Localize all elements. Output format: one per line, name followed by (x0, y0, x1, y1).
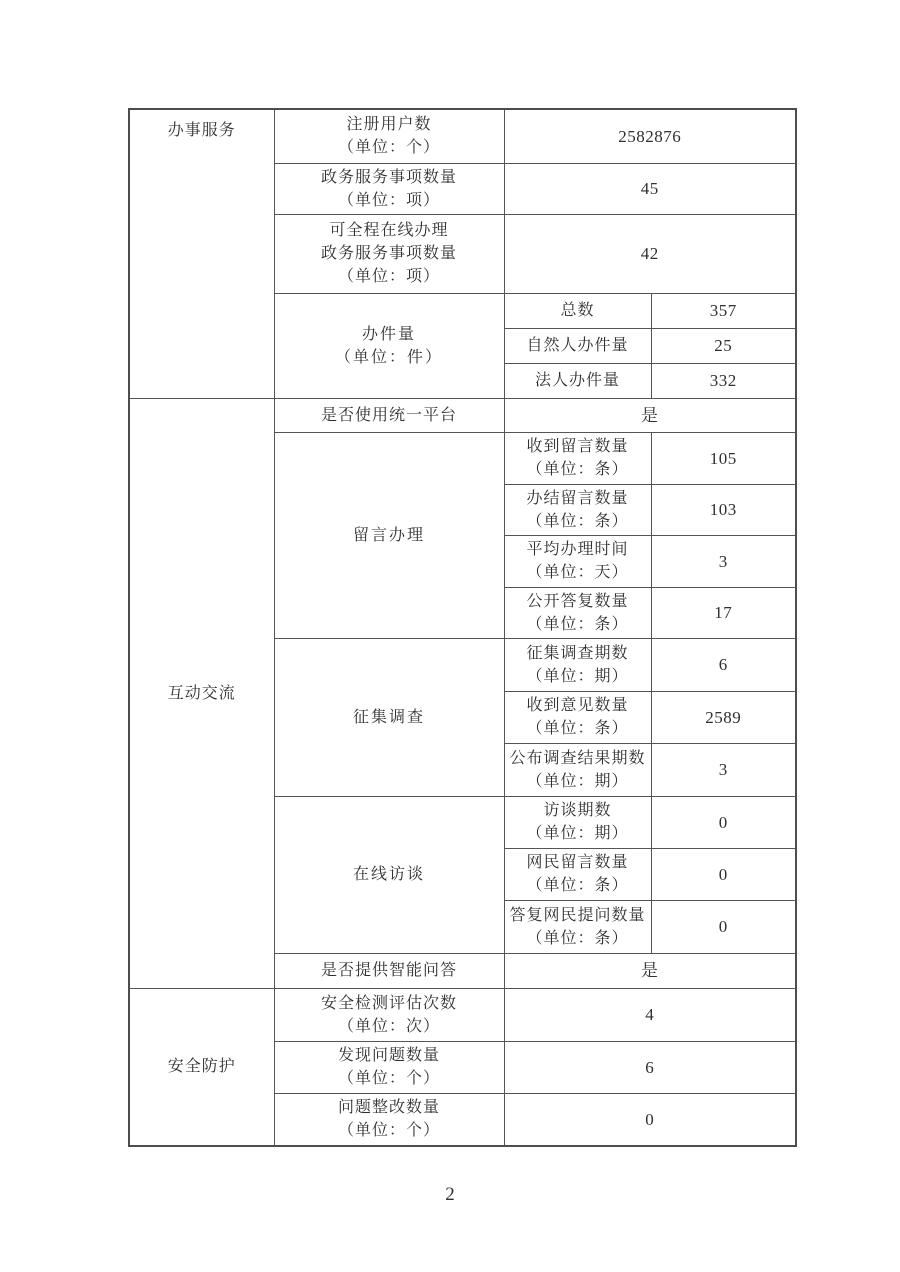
published-results-label (504, 743, 651, 796)
issues-found-label-line1: 发现问题数量 (337, 1047, 440, 1064)
published-results-label-line2: （单位：期） (526, 772, 629, 790)
category-security-protection: 安全防护 (129, 988, 274, 1146)
received-messages-label (504, 432, 651, 484)
message-handling-group-label: 留言办理 (274, 432, 504, 638)
netizen-replies-value: 0 (651, 900, 796, 953)
page-number: 2 (445, 1184, 455, 1205)
registered-users-label-line2: （单位：个） (337, 139, 440, 157)
public-replies-label (504, 587, 651, 638)
case-volume-legal-value: 332 (651, 363, 796, 398)
gov-items-label (274, 163, 504, 214)
online-interviews-group-label: 在线访谈 (274, 796, 504, 953)
avg-handling-time-label (504, 535, 651, 587)
case-volume-total-label: 总数 (504, 293, 651, 328)
public-replies-label-line1: 公开答复数量 (526, 592, 629, 610)
survey-collection-group-label: 征集调查 (274, 638, 504, 796)
gov-items-label-line2: （单位：项） (337, 191, 440, 209)
avg-handling-time-label-line1: 平均办理时间 (526, 541, 629, 558)
completed-messages-label (504, 484, 651, 535)
gov-items-label-line1: 政务服务事项数量 (320, 168, 457, 186)
full-online-items-value: 42 (504, 214, 796, 293)
netizen-messages-label-line2: （单位：条） (526, 877, 629, 894)
received-messages-label-line1: 收到留言数量 (526, 438, 629, 455)
smart-qa-label: 是否提供智能问答 (274, 953, 504, 988)
registered-users-label (274, 109, 504, 163)
case-volume-group-label (274, 293, 504, 398)
report-table (128, 108, 797, 1147)
issues-found-label-line2: （单位：个） (337, 1070, 440, 1087)
netizen-replies-label (504, 900, 651, 953)
case-volume-label-line1: 办件量 (361, 325, 416, 343)
security-checks-label (274, 988, 504, 1041)
received-opinions-label (504, 691, 651, 743)
issues-found-value: 6 (504, 1041, 796, 1093)
interview-periods-label-line2: （单位：期） (526, 825, 629, 842)
survey-periods-label-line2: （单位：期） (526, 667, 629, 685)
case-volume-legal-label: 法人办件量 (504, 363, 651, 398)
unified-platform-label: 是否使用统一平台 (274, 398, 504, 432)
survey-periods-label-line1: 征集调查期数 (526, 644, 629, 662)
case-volume-label-line2: （单位：件） (334, 348, 443, 366)
netizen-messages-label-line1: 网民留言数量 (526, 854, 629, 871)
avg-handling-time-value: 3 (651, 535, 796, 587)
survey-periods-value: 6 (651, 638, 796, 691)
issues-fixed-label (274, 1093, 504, 1146)
completed-messages-label-line1: 办结留言数量 (526, 489, 629, 507)
case-volume-natural-value: 25 (651, 328, 796, 363)
table-row (129, 398, 796, 432)
completed-messages-value: 103 (651, 484, 796, 535)
full-online-items-label-line3: （单位：项） (337, 268, 440, 285)
interview-periods-label-line1: 访谈期数 (543, 802, 612, 819)
received-opinions-label-line1: 收到意见数量 (526, 697, 629, 714)
security-checks-value: 4 (504, 988, 796, 1041)
issues-fixed-label-line1: 问题整改数量 (337, 1099, 440, 1117)
security-checks-label-line1: 安全检测评估次数 (320, 994, 457, 1012)
interview-periods-value: 0 (651, 796, 796, 848)
received-opinions-value: 2589 (651, 691, 796, 743)
case-volume-natural-label: 自然人办件量 (504, 328, 651, 363)
interview-periods-label (504, 796, 651, 848)
survey-periods-label (504, 638, 651, 691)
public-replies-value: 17 (651, 587, 796, 638)
issues-found-label (274, 1041, 504, 1093)
published-results-value: 3 (651, 743, 796, 796)
received-messages-value: 105 (651, 432, 796, 484)
issues-fixed-value: 0 (504, 1093, 796, 1146)
completed-messages-label-line2: （单位：条） (526, 512, 629, 530)
table-row (129, 109, 796, 163)
received-opinions-label-line2: （单位：条） (526, 720, 629, 737)
category-service-handling: 办事服务 (129, 109, 274, 398)
issues-fixed-label-line2: （单位：个） (337, 1122, 440, 1140)
published-results-label-line1: 公布调查结果期数 (509, 749, 646, 767)
public-replies-label-line2: （单位：条） (526, 615, 629, 633)
case-volume-total-value: 357 (651, 293, 796, 328)
netizen-messages-label (504, 848, 651, 900)
received-messages-label-line2: （单位：条） (526, 461, 629, 478)
registered-users-value: 2582876 (504, 109, 796, 163)
netizen-messages-value: 0 (651, 848, 796, 900)
smart-qa-value: 是 (504, 953, 796, 988)
netizen-replies-label-line1: 答复网民提问数量 (509, 906, 646, 924)
table-row (129, 988, 796, 1041)
full-online-items-label (274, 214, 504, 293)
full-online-items-label-line2: 政务服务事项数量 (320, 245, 457, 262)
full-online-items-label-line1: 可全程在线办理 (329, 222, 449, 239)
gov-items-value: 45 (504, 163, 796, 214)
registered-users-label-line1: 注册用户数 (346, 116, 432, 134)
netizen-replies-label-line2: （单位：条） (526, 929, 629, 947)
category-interactive-communication: 互动交流 (129, 398, 274, 988)
unified-platform-value: 是 (504, 398, 796, 432)
avg-handling-time-label-line2: （单位：天） (526, 564, 629, 581)
security-checks-label-line2: （单位：次） (337, 1017, 440, 1035)
